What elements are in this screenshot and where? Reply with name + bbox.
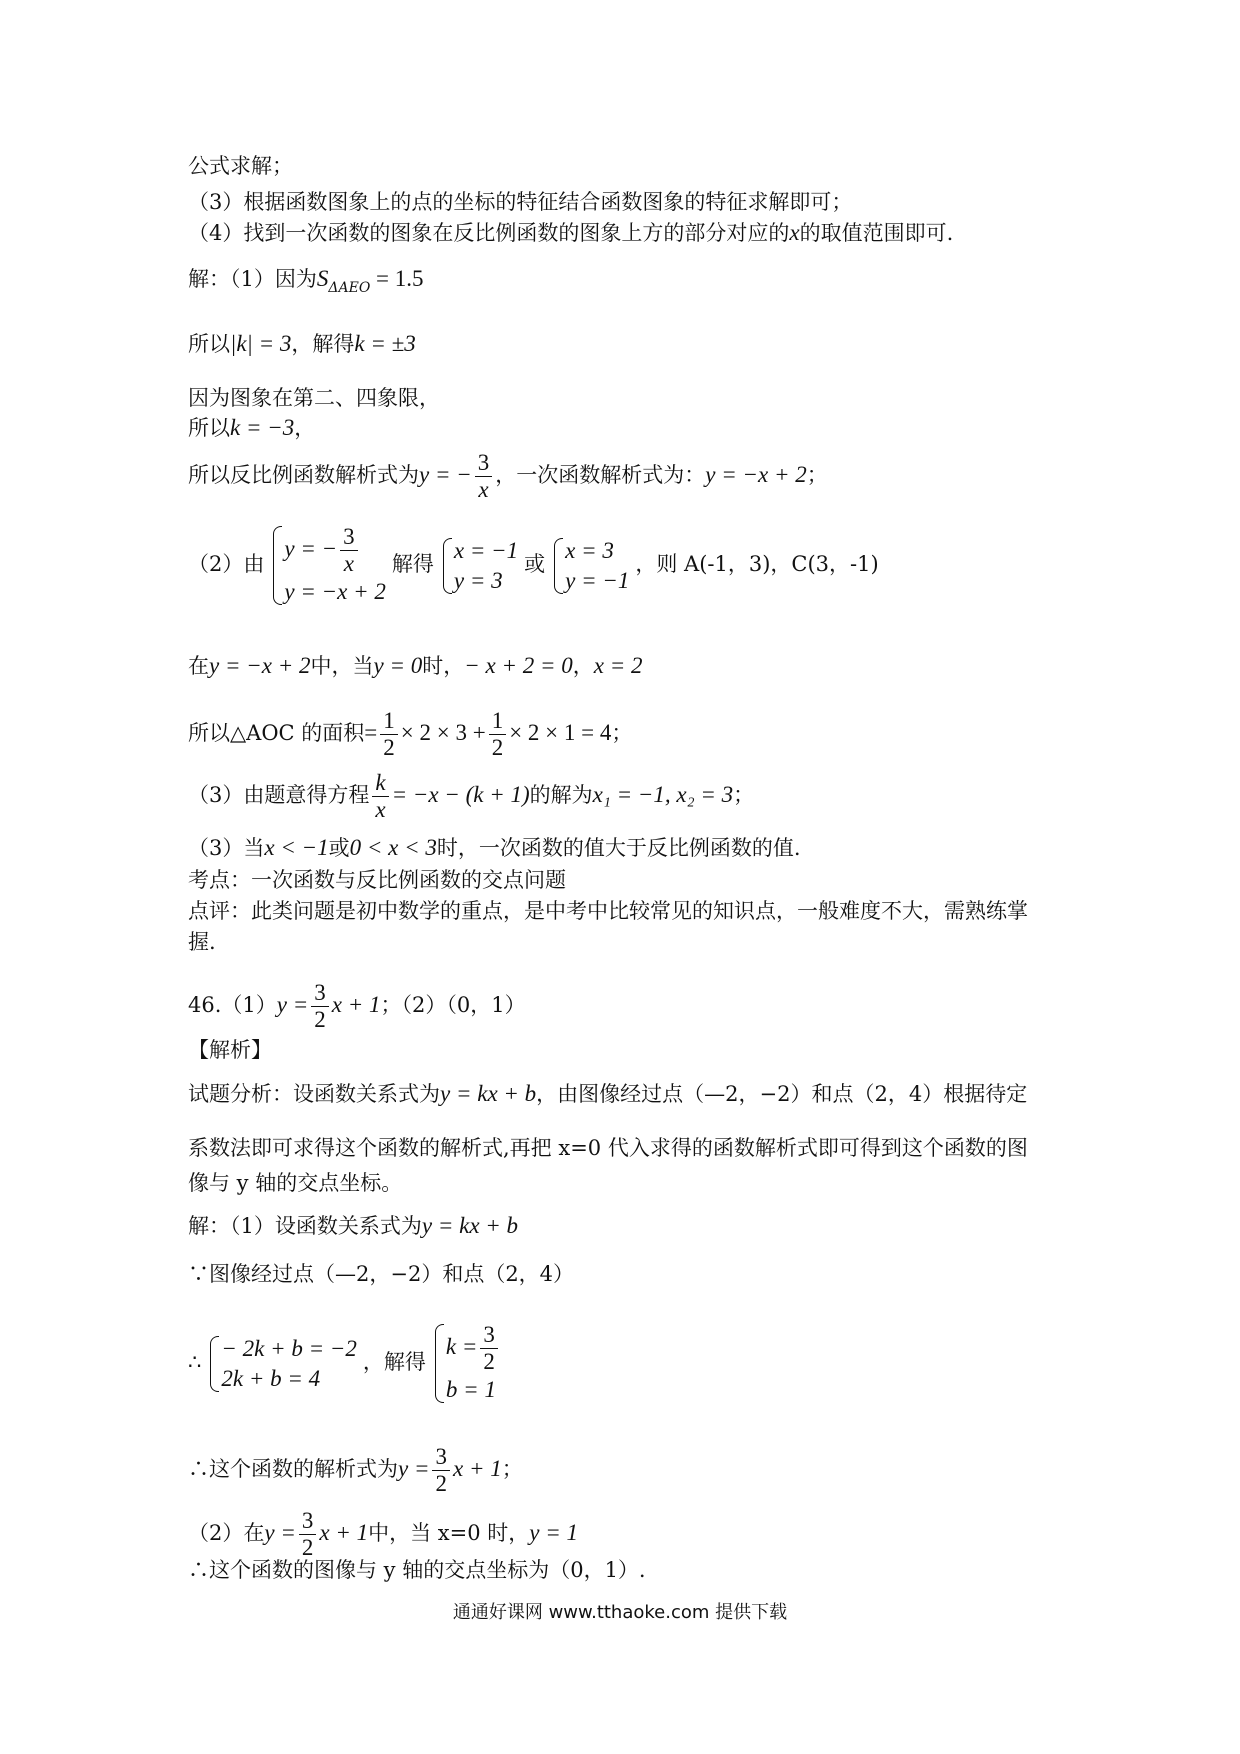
- solution-line-3: 因为图象在第二、四象限，: [188, 386, 440, 410]
- solution46-line-2: ∵图像经过点（—2，−2）和点（2，4）: [188, 1262, 575, 1286]
- answer-46: 46.（1）y = $\frac{3}{2}$ x + 1；（2）（0，1）: [188, 980, 526, 1032]
- solution46-line-6: ∴这个函数的图像与 y 轴的交点坐标为（0，1）.: [188, 1558, 646, 1582]
- solution-line-4: 所以k = −3，: [188, 415, 316, 440]
- kaodian-line: 考点：一次函数与反比例函数的交点问题: [188, 868, 566, 892]
- dianping-line-2: 握.: [188, 930, 216, 954]
- solution-line-7: 在y = −x + 2中，当y = 0时，− x + 2 = 0，x = 2: [188, 653, 643, 678]
- solution46-line-3: ∴ − 2k + b = −2 2k + b = 4 ，解得 k = $\frac{3}{2}$ b = 1: [188, 1322, 507, 1405]
- solution-line-8: 所以△AOC 的面积= $\frac{1}{2}$ × 2 × 3 + $\frac{1}{2}$ × 2 × 1 = 4；: [188, 708, 633, 760]
- solution-line-2: 所以|k| = 3，解得k = ±3: [188, 331, 416, 356]
- analysis-line-2: 系数法即可求得这个函数的解析式,再把 x=0 代入求得的函数解析式即可得到这个函数的图: [188, 1136, 1028, 1160]
- analysis-heading: 【解析】: [188, 1038, 272, 1062]
- analysis-line-1: 试题分析：设函数关系式为y = kx + b，由图像经过点（—2，−2）和点（2，4）根据待定: [188, 1081, 1028, 1106]
- solution46-line-1: 解：（1）设函数关系式为y = kx + b: [188, 1213, 519, 1238]
- solution-line-5: 所以反比例函数解析式为y = − $\frac{3}{x}$ ，一次函数解析式为：y = −x + 2；: [188, 450, 828, 502]
- footer-watermark: 通通好课网 www.tthaoke.com 提供下载: [452, 1602, 788, 1623]
- solution46-line-5: （2）在y = $\frac{3}{2}$ x + 1中，当 x=0 时，y = 1: [188, 1508, 578, 1560]
- solution-line-9: （3）由题意得方程 $\frac{k}{x}$ = −x − (k + 1)的解为x₁ = −1, x₂ = 3；: [188, 770, 755, 822]
- solution-line-1: 解：（1）因为$S_{\Delta AEO} = 1.5$: [188, 266, 424, 296]
- text-line-2: （3）根据函数图象上的点的坐标的特征结合函数图象的特征求解即可；: [188, 190, 853, 214]
- dianping-line: 点评：此类问题是初中数学的重点，是中考中比较常见的知识点，一般难度不大，需熟练掌: [188, 899, 1028, 923]
- solution-line-6: （2）由 y = − $\frac{3}{x}$ y = −x + 2 解得 x = −1 y = 3 或 x = 3 y = −1 ，则 A(-1，3)，C(3，-1): [188, 524, 879, 607]
- solution46-line-4: ∴这个函数的解析式为y = $\frac{3}{2}$ x + 1；: [188, 1444, 523, 1496]
- analysis-line-3: 像与 y 轴的交点坐标。: [188, 1171, 403, 1195]
- text-line-3: （4）找到一次函数的图象在反比例函数的图象上方的部分对应的x的取值范围即可.: [188, 220, 954, 245]
- solution-line-10: （3）当x < −1或0 < x < 3时，一次函数的值大于反比例函数的值.: [188, 835, 801, 860]
- text-line-1: 公式求解；: [188, 154, 293, 178]
